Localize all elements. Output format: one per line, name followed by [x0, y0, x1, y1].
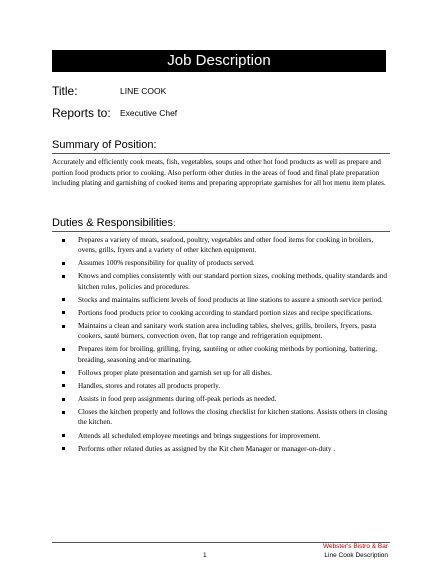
reports-to-label: Reports to: — [52, 106, 111, 120]
bullet-icon — [62, 298, 65, 301]
bullet-icon — [62, 239, 65, 242]
bullet-icon — [62, 348, 65, 351]
duties-heading — [52, 217, 175, 229]
duty-text: Assists in food prep assignments during off-peak periods as needed. — [78, 394, 277, 404]
list-item — [62, 271, 392, 292]
duties-list — [62, 235, 392, 457]
duty-text: Performs other related duties as assigned by the Kit chen Manager or manager-on-duty . — [78, 443, 336, 453]
bullet-icon — [62, 311, 65, 314]
list-item — [62, 431, 392, 441]
duty-text: Knows and complies consistently with our standard portion sizes, cooking methods, quality standards and kitchen rules, policies and procedures. — [78, 271, 388, 291]
bullet-icon — [62, 371, 65, 374]
list-item — [62, 407, 392, 428]
list-item — [62, 444, 392, 454]
title-label: Title: — [52, 84, 78, 98]
duty-text: Attends all scheduled employee meetings and brings suggestions for improvement. — [78, 430, 321, 440]
summary-heading: Summary of Position: — [52, 139, 157, 151]
duty-text: Handles, stores and rotates all products properly. — [78, 380, 221, 390]
reports-to-value: Executive Chef — [120, 108, 178, 118]
summary-text: Accurately and efficiently cook meats, fish, vegetables, soups and other hot food products as well as prepare and portion food products prior to cooking. Also perform other duties in the areas of food and final plate preparation including plating and garnishing of cooked items and preparing appropriate garnishes for all hot menu item plates. — [52, 157, 386, 188]
list-item — [62, 308, 392, 318]
duty-text: Stocks and maintains sufficient levels of food products at line stations to assure a smooth service period. — [78, 294, 383, 304]
list-item — [62, 321, 392, 342]
duty-text: Prepares a variety of meats, seafood, poultry, vegetables and other food items for cooking in broilers, ovens, grills, fryers and a variety of other kitchen equipment. — [78, 235, 374, 255]
duty-text: Assumes 100% responsibility for quality of products served. — [78, 258, 255, 268]
list-item — [62, 368, 392, 378]
list-item — [62, 295, 392, 305]
document-title: Job Description — [52, 50, 386, 72]
footer-company-name: Webster's Bistro & Bar — [322, 543, 388, 550]
bullet-icon — [62, 262, 65, 265]
duties-heading-suffix: : — [173, 219, 176, 228]
duty-text: Portions food products prior to cooking according to standard portion sizes and recipe specifications. — [78, 307, 373, 317]
list-item — [62, 258, 392, 268]
bullet-icon — [62, 434, 65, 437]
list-item — [62, 235, 392, 256]
bullet-icon — [62, 384, 65, 387]
summary-divider — [52, 153, 390, 154]
bullet-icon — [62, 275, 65, 278]
duties-heading-text: Duties & Responsibilities — [52, 217, 174, 229]
list-item — [62, 381, 392, 391]
duty-text: Prepares item for broiling, grilling, frying, sautéing or other cooking methods by portioning, battering, breading, seasoning and/or marinating. — [78, 344, 378, 364]
duty-text: Follows proper plate presentation and garnish set up for all dishes. — [78, 367, 272, 377]
duty-text: Closes the kitchen properly and follows the closing checklist for kitchen stations. Assists others in closing the kitchen. — [78, 407, 388, 427]
list-item — [62, 344, 392, 365]
bullet-icon — [62, 398, 65, 401]
footer-document-name: Line Cook Description — [324, 552, 388, 559]
duties-divider — [52, 231, 390, 232]
duty-text: Maintains a clean and sanitary work station area including tables, shelves, grills, broilers, fryers, pasta cookers, sauté burners, convection oven, flat top range and refrigeration equipment. — [78, 321, 377, 341]
bullet-icon — [62, 447, 65, 450]
title-value: LINE COOK — [120, 86, 167, 96]
bullet-icon — [62, 411, 65, 414]
list-item — [62, 394, 392, 404]
bullet-icon — [62, 325, 65, 328]
page-number: 1 — [203, 552, 207, 559]
